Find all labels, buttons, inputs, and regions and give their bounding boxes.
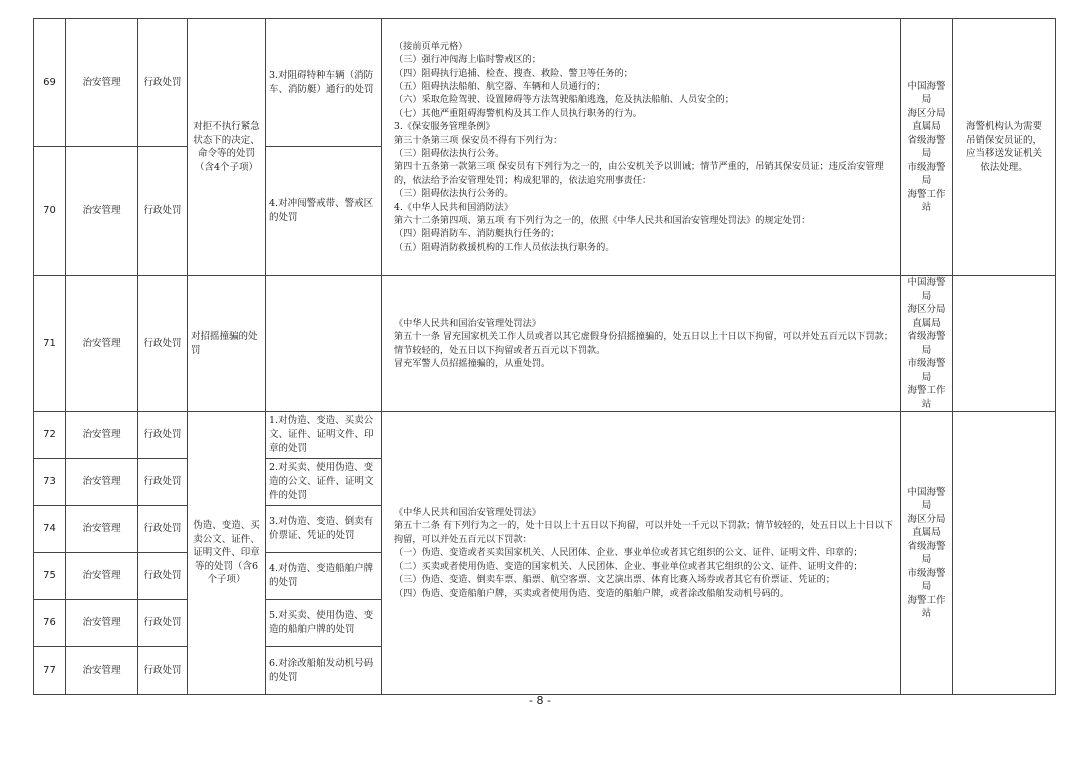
subject-line: 省级海警局 [907,540,946,565]
domain-cell: 治安管理 [66,600,138,647]
type-cell: 行政处罚 [138,553,188,600]
domain-cell: 治安管理 [66,147,138,276]
row-number: 73 [34,459,66,506]
subject-cell [901,19,953,276]
law-line: 第六十二条第四项、第五项 有下列行为之一的，依照《中华人民共和国治安管理处罚法》的规定处罚： [394,215,811,227]
subject-line: 海警工作站 [907,385,946,410]
domain-cell: 治安管理 [66,459,138,506]
type-cell: 行政处罚 [138,412,188,459]
subject-line: 市级海警局 [907,161,946,186]
sub-item-cell: 4.对伪造、变造船舶户牌的处罚 [266,553,382,600]
subject-line: 中国海警局 [907,277,946,302]
power-list-table [33,18,1056,695]
domain-cell: 治安管理 [66,553,138,600]
type-cell: 行政处罚 [138,276,188,412]
domain-cell: 治安管理 [66,276,138,412]
sub-item-cell: 2.对买卖、使用伪造、变造的公文、证件、证明文件的处罚 [266,459,382,506]
law-line: （七）其他严重阻碍海警机构及其工作人员执行职务的行为。 [394,107,643,119]
remark-cell [953,412,1056,695]
subject-line: 直属局 [912,317,941,329]
sub-item-cell: 1.对伪造、变造、买卖公文、证件、证明文件、印章的处罚 [266,412,382,459]
table-row [34,412,1056,459]
item-name-cell: 伪造、变造、买卖公文、证件、证明文件、印章等的处罚（含6个子项） [188,412,266,695]
sub-item-cell: 5.对买卖、使用伪造、变造的船舶户牌的处罚 [266,600,382,647]
subject-line: 直属局 [912,121,941,132]
legal-basis-cell [382,276,901,412]
sub-item-cell [266,276,382,412]
type-cell: 行政处罚 [138,459,188,506]
remark-cell [953,276,1056,412]
law-line: （三）强行冲闯海上临时警戒区的； [394,54,541,66]
row-number: 76 [34,600,66,647]
subject-line: 中国海警局 [907,80,946,105]
domain-cell: 治安管理 [66,506,138,553]
row-number: 75 [34,553,66,600]
subject-line: 市级海警局 [907,567,946,592]
law-line: （六）采取危险驾驶、设置障碍等方法驾驶船舶逃逸，危及执法船舶、人员安全的； [394,94,734,106]
row-number: 72 [34,412,66,459]
law-line: 第五十一条 冒充国家机关工作人员或者以其它虚假身份招摇撞骗的，处五日以上十日以下拘留，可以并处五百元以下罚款；情节较轻的，处五日以下拘留或者五百元以下罚款。 [394,331,894,356]
type-cell: 行政处罚 [138,19,188,147]
type-cell: 行政处罚 [138,506,188,553]
law-line: 3.《保安服务管理条例》 [394,121,495,133]
item-name-cell: 对拒不执行紧急状态下的决定、命令等的处罚（含4个子项） [188,19,266,276]
law-line: 第四十五条第一款第三项 保安员有下列行为之一的，由公安机关予以训诫；情节严重的，吊销其保安员证；违反治安管理的，依法给予治安管理处罚；构成犯罪的，依法追究刑事责任： [394,161,884,186]
subject-line: 海区分局 [907,107,946,119]
law-line: 《中华人民共和国治安管理处罚法》 [394,317,541,329]
law-line: （一）伪造、变造或者买卖国家机关、人民团体、企业、事业单位或者其它组织的公文、证件、证明文件、印章的； [394,547,863,559]
row-number: 71 [34,276,66,412]
type-cell: 行政处罚 [138,147,188,276]
subject-line: 海区分局 [907,513,946,525]
legal-basis-cell [382,412,901,695]
sub-item-cell: 4.对冲闯警戒带、警戒区的处罚 [266,147,382,276]
law-line: （二）买卖或者使用伪造、变造的国家机关、人民团体、企业、事业单位或者其它组织的公文、证件、证明文件的； [394,560,863,572]
law-line: 第五十二条 有下列行为之一的，处十日以上十五日以下拘留，可以并处一千元以下罚款；情节较轻的，处五日以上十日以下拘留，可以并处五百元以下罚款： [394,520,894,545]
domain-cell: 治安管理 [66,647,138,695]
law-line: （三）阻碍依法执行公务。 [394,148,505,159]
type-cell: 行政处罚 [138,600,188,647]
remark-cell: 海警机构认为需要吊销保安员证的，应当移送发证机关依法处理。 [953,19,1056,276]
law-line: （三）伪造、变造、倒卖车票、船票、航空客票、文艺演出票、体育比赛入场券或者其它有价票证、凭证的； [394,574,835,586]
row-number: 70 [34,147,66,276]
law-line: （五）阻碍消防救援机构的工作人员依法执行职务的。 [394,241,615,253]
subject-cell [901,276,953,412]
law-line: （四）阻碍消防车、消防艇执行任务的； [394,228,560,240]
domain-cell: 治安管理 [66,412,138,459]
page-number: - 8 - [529,694,551,707]
law-line: （三）阻碍依法执行公务的。 [394,188,514,200]
law-line: 《中华人民共和国治安管理处罚法》 [394,507,541,519]
law-line: （五）阻碍执法船舶、航空器、车辆和人员通行的； [394,80,606,92]
subject-line: 省级海警局 [907,331,946,356]
domain-cell: 治安管理 [66,19,138,147]
row-number: 69 [34,19,66,147]
subject-line: 海警工作站 [907,188,946,213]
law-line: 4.《中华人民共和国消防法》 [394,201,514,213]
law-line: （四）伪造、变造船舶户牌，买卖或者使用伪造、变造的船舶户牌，或者涂改船舶发动机号码的。 [394,587,790,599]
law-line: （接前页单元格） [394,40,468,52]
type-cell: 行政处罚 [138,647,188,695]
subject-cell [901,412,953,695]
subject-line: 中国海警局 [907,486,946,511]
table-row [34,19,1056,147]
row-number: 77 [34,647,66,695]
table-row [34,276,1056,412]
row-number: 74 [34,506,66,553]
law-line: （四）阻碍执行追捕、检查、搜查、救险、警卫等任务的； [394,67,633,79]
sub-item-cell: 3.对伪造、变造、倒卖有价票证、凭证的处罚 [266,506,382,553]
sub-item-cell: 3.对阻碍特种车辆（消防车、消防艇）通行的处罚 [266,19,382,147]
subject-line: 直属局 [912,527,941,538]
subject-line: 海警工作站 [907,594,946,619]
legal-basis-cell [382,19,901,276]
law-line: 第三十条第三项 保安员不得有下列行为： [394,134,563,146]
item-name-cell: 对招摇撞骗的处罚 [188,276,266,412]
law-line: 冒充军警人员招摇撞骗的，从重处罚。 [394,357,551,369]
subject-line: 市级海警局 [907,358,946,383]
sub-item-cell: 6.对涂改船舶发动机号码的处罚 [266,647,382,695]
subject-line: 省级海警局 [907,134,946,159]
subject-line: 海区分局 [907,304,946,315]
